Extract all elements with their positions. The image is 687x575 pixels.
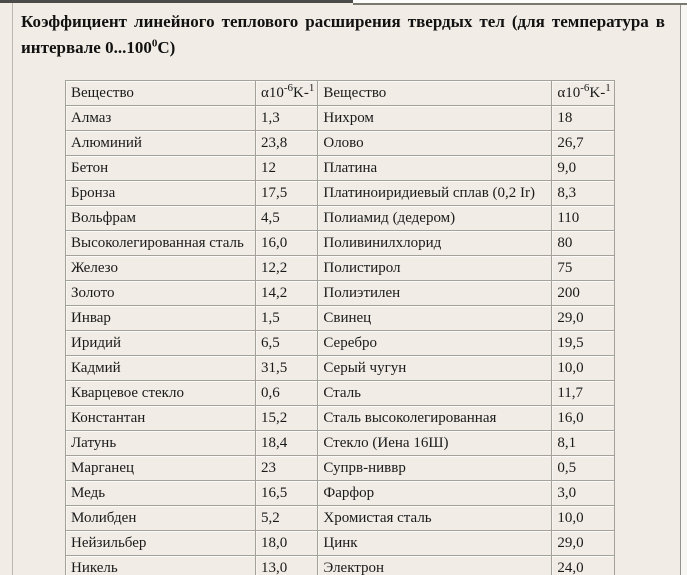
substance-cell: Алмаз <box>66 106 256 131</box>
table-row <box>66 381 615 406</box>
page-right-margin <box>681 5 687 575</box>
value-cell: 16,0 <box>552 406 614 431</box>
value-cell: 26,7 <box>552 131 614 156</box>
value-cell: 29,0 <box>552 531 614 556</box>
substance-cell: Платиноиридиевый сплав (0,2 Ir) <box>318 181 552 206</box>
value-cell: 6,5 <box>256 331 318 356</box>
substance-cell: Кадмий <box>66 356 256 381</box>
table-row <box>66 231 615 256</box>
substance-cell: Алюминий <box>66 131 256 156</box>
table-body <box>66 106 615 575</box>
substance-cell: Цинк <box>318 531 552 556</box>
table-row <box>66 281 615 306</box>
value-cell: 8,3 <box>552 181 614 206</box>
unit-alpha10: α10 <box>557 84 581 101</box>
title-celsius-text: С) <box>157 38 176 57</box>
unit-exp-1: 1 <box>605 81 611 94</box>
value-cell: 29,0 <box>552 306 614 331</box>
title-interval-text: интервале 0...100 <box>21 38 152 57</box>
substance-cell: Никель <box>66 556 256 575</box>
unit-alpha10: α10 <box>261 84 284 101</box>
substance-cell: Вольфрам <box>66 206 256 231</box>
table-row <box>66 131 615 156</box>
expansion-coefficient-table <box>65 80 615 575</box>
substance-cell: Медь <box>66 481 256 506</box>
unit-exp-1: 1 <box>308 81 315 94</box>
substance-cell: Железо <box>66 256 256 281</box>
unit-exp-minus6: -6 <box>580 81 590 94</box>
value-cell: 18,0 <box>256 531 318 556</box>
substance-cell: Супрв-ниввр <box>318 456 552 481</box>
value-cell: 18,4 <box>256 431 318 456</box>
substance-cell: Константан <box>66 406 256 431</box>
value-cell: 10,0 <box>552 356 614 381</box>
substance-cell: Инвар <box>66 306 256 331</box>
substance-cell: Сталь <box>318 381 552 406</box>
table-row <box>66 256 615 281</box>
value-cell: 13,0 <box>256 556 318 575</box>
table-row <box>66 181 615 206</box>
table-row <box>66 431 615 456</box>
table-row <box>66 481 615 506</box>
value-cell: 5,2 <box>256 506 318 531</box>
substance-cell: Высоколегированная сталь <box>66 231 256 256</box>
page-title-line1: Коэффициент линейного теплового расширения твердых тел (для температура в <box>21 12 665 31</box>
browser-chrome-sliver-right <box>353 0 687 5</box>
substance-cell: Полиэтилен <box>318 281 552 306</box>
value-cell: 200 <box>552 281 614 306</box>
value-cell: 11,7 <box>552 381 614 406</box>
substance-cell: Электрон <box>318 556 552 575</box>
value-cell: 1,5 <box>256 306 318 331</box>
table-row <box>66 531 615 556</box>
value-cell: 75 <box>552 256 614 281</box>
page-title <box>21 9 665 61</box>
value-cell: 3,0 <box>552 481 614 506</box>
substance-cell: Кварцевое стекло <box>66 381 256 406</box>
unit-exp-minus6: -6 <box>283 81 294 94</box>
substance-cell: Иридий <box>66 331 256 356</box>
substance-cell: Молибден <box>66 506 256 531</box>
page-right-border <box>680 5 681 575</box>
value-cell: 12 <box>256 156 318 181</box>
value-cell: 9,0 <box>552 156 614 181</box>
substance-cell: Сталь высоколегированная <box>318 406 552 431</box>
table-row <box>66 556 615 575</box>
substance-cell: Бронза <box>66 181 256 206</box>
substance-cell: Бетон <box>66 156 256 181</box>
value-cell: 23 <box>256 456 318 481</box>
substance-cell: Марганец <box>66 456 256 481</box>
table-header-row <box>66 81 615 106</box>
value-cell: 17,5 <box>256 181 318 206</box>
value-cell: 10,0 <box>552 506 614 531</box>
substance-cell: Платина <box>318 156 552 181</box>
value-cell: 14,2 <box>256 281 318 306</box>
substance-cell: Золото <box>66 281 256 306</box>
table-row <box>66 106 615 131</box>
table-row <box>66 206 615 231</box>
value-cell: 0,6 <box>256 381 318 406</box>
title-degree-sup: 0 <box>151 37 158 50</box>
header-unit-left <box>256 81 318 106</box>
substance-cell: Стекло (Иена 16Ш) <box>318 431 552 456</box>
page-left-border <box>12 3 13 575</box>
header-unit-right <box>552 81 614 106</box>
value-cell: 16,0 <box>256 231 318 256</box>
substance-cell: Нихром <box>318 106 552 131</box>
substance-cell: Полиамид (дедером) <box>318 206 552 231</box>
substance-cell: Полистирол <box>318 256 552 281</box>
value-cell: 1,3 <box>256 106 318 131</box>
table-row <box>66 331 615 356</box>
value-cell: 23,8 <box>256 131 318 156</box>
table-row <box>66 456 615 481</box>
substance-cell: Поливинилхлорид <box>318 231 552 256</box>
value-cell: 8,1 <box>552 431 614 456</box>
value-cell: 80 <box>552 231 614 256</box>
unit-kelvin: K- <box>589 84 606 101</box>
table-row <box>66 306 615 331</box>
value-cell: 24,0 <box>552 556 614 575</box>
value-cell: 15,2 <box>256 406 318 431</box>
page-title-line2 <box>21 35 665 61</box>
substance-cell: Свинец <box>318 306 552 331</box>
substance-cell: Олово <box>318 131 552 156</box>
substance-cell: Фарфор <box>318 481 552 506</box>
substance-cell: Серый чугун <box>318 356 552 381</box>
table-row <box>66 356 615 381</box>
browser-chrome-sliver-left <box>0 0 353 3</box>
value-cell: 16,5 <box>256 481 318 506</box>
value-cell: 19,5 <box>552 331 614 356</box>
header-substance-right: Вещество <box>318 81 552 106</box>
substance-cell: Нейзильбер <box>66 531 256 556</box>
value-cell: 18 <box>552 106 614 131</box>
value-cell: 0,5 <box>552 456 614 481</box>
substance-cell: Латунь <box>66 431 256 456</box>
header-substance-left: Вещество <box>66 81 256 106</box>
table-row <box>66 506 615 531</box>
substance-cell: Хромистая сталь <box>318 506 552 531</box>
value-cell: 31,5 <box>256 356 318 381</box>
value-cell: 4,5 <box>256 206 318 231</box>
substance-cell: Серебро <box>318 331 552 356</box>
table-row <box>66 156 615 181</box>
table-row <box>66 406 615 431</box>
value-cell: 12,2 <box>256 256 318 281</box>
value-cell: 110 <box>552 206 614 231</box>
unit-kelvin: K- <box>293 84 309 101</box>
